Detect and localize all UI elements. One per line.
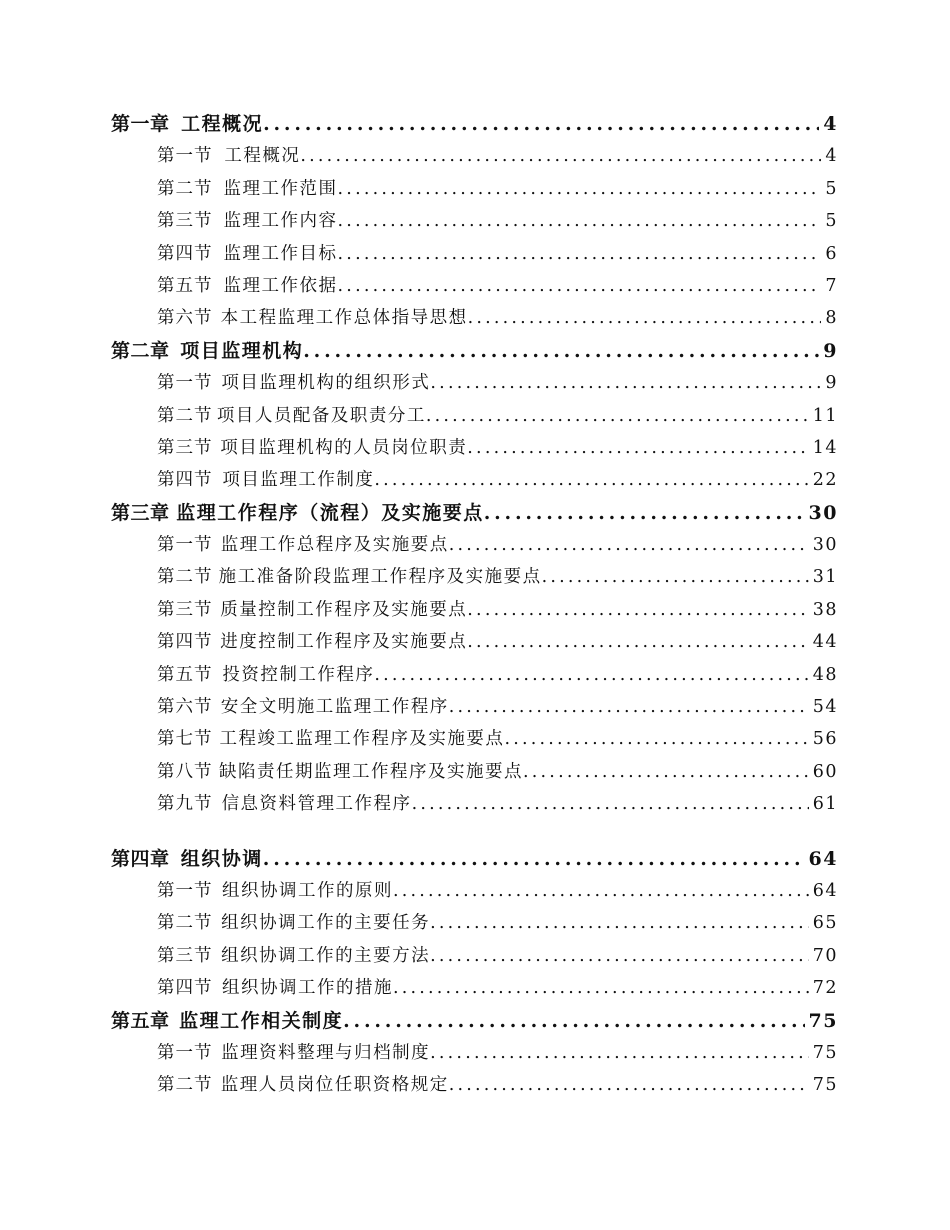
toc-page-number: 75 [808, 1009, 838, 1032]
toc-entry-number: 第五章 [111, 1009, 170, 1032]
toc-dot-leader [542, 561, 809, 593]
toc-page-number: 31 [812, 567, 838, 588]
toc-entry-title: 组织协调工作的主要方法 [221, 945, 431, 966]
toc-dot-leader [426, 400, 809, 432]
toc-entry-title: 质量控制工作程序及实施要点 [220, 599, 468, 620]
toc-entry-number: 第三章 [111, 501, 170, 524]
toc-entry-title: 工程概况 [224, 146, 301, 167]
toc-dot-leader [449, 1069, 809, 1101]
toc-section-entry[interactable] [0, 302, 950, 334]
toc-entry-number: 第二节 [157, 567, 213, 588]
toc-page-number: 8 [825, 308, 838, 329]
toc-page-number: 44 [812, 632, 838, 653]
toc-section-entry[interactable] [0, 367, 950, 399]
toc-entry-number: 第四节 [157, 470, 213, 491]
toc-entry-number: 第一章 [111, 113, 170, 135]
toc-section-entry[interactable] [0, 907, 950, 939]
toc-entry-number: 第六节 [157, 697, 213, 718]
toc-dot-leader [484, 497, 805, 529]
toc-entry-number: 第一节 [157, 535, 213, 556]
toc-entry-number: 第五节 [157, 664, 213, 685]
toc-entry-title: 进度控制工作程序及实施要点 [220, 632, 468, 653]
toc-entry-title: 项目监理工作制度 [222, 470, 375, 491]
toc-section-entry[interactable] [0, 400, 950, 432]
toc-section-entry[interactable] [0, 205, 950, 237]
toc-entry-number: 第二节 [157, 913, 213, 934]
toc-section-entry[interactable] [0, 788, 950, 820]
toc-page-number: 75 [812, 1042, 838, 1063]
toc-chapter-entry[interactable] [0, 1005, 950, 1037]
toc-entry-title: 项目人员配备及职责分工 [216, 405, 426, 426]
toc-entry-title: 组织协调工作的措施 [221, 978, 393, 999]
toc-dot-leader [449, 529, 809, 561]
toc-page-number: 7 [825, 275, 838, 296]
toc-chapter-entry[interactable] [0, 843, 950, 875]
toc-dot-leader [412, 788, 809, 820]
toc-dot-leader [263, 108, 819, 140]
toc-entry-number: 第一节 [157, 880, 213, 901]
toc-section-entry[interactable] [0, 1037, 950, 1069]
toc-entry-number: 第四节 [157, 243, 213, 264]
toc-section-entry[interactable] [0, 659, 950, 691]
toc-entry-title: 组织协调工作的主要任务 [221, 913, 431, 934]
toc-entry-number: 第四节 [157, 978, 213, 999]
toc-dot-leader [338, 238, 822, 270]
toc-entry-number: 第五节 [157, 275, 213, 296]
toc-page-number: 5 [825, 211, 838, 232]
toc-dot-leader [338, 173, 822, 205]
toc-page-number: 5 [825, 178, 838, 199]
toc-entry-number: 第八节 [157, 761, 213, 782]
toc-section-entry[interactable] [0, 691, 950, 723]
toc-dot-leader [300, 140, 821, 172]
toc-chapter-entry[interactable] [0, 335, 950, 367]
toc-page-number: 64 [812, 880, 838, 901]
toc-chapter-entry[interactable] [0, 497, 950, 529]
toc-page-number: 75 [812, 1075, 838, 1096]
toc-entry-title: 工程竣工监理工作程序及实施要点 [219, 729, 505, 750]
toc-section-entry[interactable] [0, 140, 950, 172]
toc-entry-title: 监理人员岗位任职资格规定 [220, 1075, 449, 1096]
toc-dot-leader [467, 594, 808, 626]
toc-section-entry[interactable] [0, 626, 950, 658]
toc-section-entry[interactable] [0, 238, 950, 270]
toc-entry-number: 第二章 [111, 339, 170, 362]
toc-section-entry[interactable] [0, 940, 950, 972]
toc-section-entry[interactable] [0, 270, 950, 302]
toc-entry-number: 第七节 [157, 729, 213, 750]
toc-entry-title: 监理工作目标 [223, 243, 338, 264]
toc-page-number: 14 [812, 437, 838, 458]
toc-page-number: 60 [812, 761, 838, 782]
toc-entry-title: 项目监理机构 [180, 339, 304, 362]
toc-page-number: 48 [812, 664, 838, 685]
toc-entry-number: 第六节 [157, 308, 213, 329]
toc-page-number: 9 [823, 339, 838, 362]
toc-section-entry[interactable] [0, 173, 950, 205]
toc-page-number: 54 [812, 697, 838, 718]
toc-entry-title: 监理工作依据 [223, 275, 338, 296]
toc-dot-leader [430, 1037, 809, 1069]
toc-dot-leader [393, 875, 809, 907]
toc-entry-number: 第二节 [157, 178, 213, 199]
toc-entry-number: 第二节 [157, 1075, 213, 1096]
toc-entry-title: 监理工作范围 [223, 178, 338, 199]
toc-entry-number: 第一节 [157, 373, 213, 394]
toc-dot-leader [374, 464, 808, 496]
toc-section-entry[interactable] [0, 529, 950, 561]
toc-entry-title: 安全文明施工监理工作程序 [220, 697, 449, 718]
toc-entry-title: 投资控制工作程序 [222, 664, 375, 685]
toc-page-number: 30 [812, 535, 838, 556]
toc-page-number: 61 [812, 794, 838, 815]
toc-dot-leader [393, 972, 809, 1004]
toc-entry-number: 第四章 [111, 847, 170, 870]
toc-section-entry[interactable] [0, 972, 950, 1004]
toc-section-entry[interactable] [0, 432, 950, 464]
toc-entry-title: 监理工作相关制度 [179, 1009, 344, 1032]
toc-entry-title: 监理工作内容 [223, 211, 338, 232]
toc-entry-title: 监理工作总程序及实施要点 [220, 535, 449, 556]
toc-entry-number: 第九节 [157, 794, 213, 815]
toc-page-number: 30 [808, 501, 838, 524]
toc-chapter-entry[interactable] [0, 108, 950, 140]
toc-entry-title: 项目监理机构的组织形式 [221, 373, 431, 394]
toc-dot-leader [467, 432, 808, 464]
toc-page-number: 64 [808, 847, 838, 870]
toc-section-entry[interactable] [0, 875, 950, 907]
toc-entry-number: 第三节 [157, 945, 213, 966]
toc-entry-title: 工程概况 [181, 113, 264, 135]
toc-page-number: 4 [825, 146, 838, 167]
toc-entry-title: 信息资料管理工作程序 [221, 794, 412, 815]
toc-entry-title: 监理工作程序（流程）及实施要点 [176, 501, 484, 524]
toc-section-entry[interactable] [0, 723, 950, 755]
toc-entry-title: 组织协调 [180, 847, 263, 870]
toc-dot-leader [430, 367, 821, 399]
toc-entry-title: 组织协调工作的原则 [221, 880, 393, 901]
toc-dot-leader [263, 843, 805, 875]
toc-entry-number: 第三节 [157, 211, 213, 232]
toc-dot-leader [374, 659, 808, 691]
toc-dot-leader [338, 205, 822, 237]
toc-page-number: 56 [812, 729, 838, 750]
toc-page-number: 11 [812, 405, 838, 426]
toc-entry-title: 本工程监理工作总体指导思想 [220, 308, 468, 329]
toc-dot-leader [303, 335, 819, 367]
toc-dot-leader [430, 907, 809, 939]
toc-page-number: 22 [812, 470, 838, 491]
toc-dot-leader [468, 302, 822, 334]
toc-dot-leader [504, 723, 808, 755]
toc-entry-number: 第三节 [157, 437, 213, 458]
table-of-contents [0, 108, 950, 1102]
toc-dot-leader [449, 691, 809, 723]
toc-section-entry[interactable] [0, 594, 950, 626]
toc-page-number: 70 [812, 945, 838, 966]
toc-entry-number: 第二节 [157, 405, 213, 426]
toc-page-number: 9 [825, 373, 838, 394]
toc-entry-title: 监理资料整理与归档制度 [221, 1042, 431, 1063]
toc-entry-title: 项目监理机构的人员岗位职责 [220, 437, 468, 458]
toc-page-number: 4 [823, 113, 838, 135]
toc-page-number: 38 [812, 599, 838, 620]
toc-dot-leader [430, 940, 809, 972]
toc-dot-leader [467, 626, 808, 658]
toc-section-entry[interactable] [0, 756, 950, 788]
toc-entry-title: 缺陷责任期监理工作程序及实施要点 [219, 761, 524, 782]
toc-dot-leader [338, 270, 822, 302]
toc-entry-number: 第一节 [157, 1042, 213, 1063]
toc-section-entry[interactable] [0, 1069, 950, 1101]
toc-entry-number: 第三节 [157, 599, 213, 620]
toc-dot-leader [523, 756, 809, 788]
toc-section-entry[interactable] [0, 464, 950, 496]
toc-page-number: 65 [812, 913, 838, 934]
toc-page-number: 72 [812, 978, 838, 999]
toc-entry-title: 施工准备阶段监理工作程序及实施要点 [218, 567, 542, 588]
toc-entry-number: 第四节 [157, 632, 213, 653]
toc-section-entry[interactable] [0, 561, 950, 593]
toc-entry-number: 第一节 [157, 146, 213, 167]
toc-dot-leader [343, 1005, 804, 1037]
toc-page-number: 6 [825, 243, 838, 264]
